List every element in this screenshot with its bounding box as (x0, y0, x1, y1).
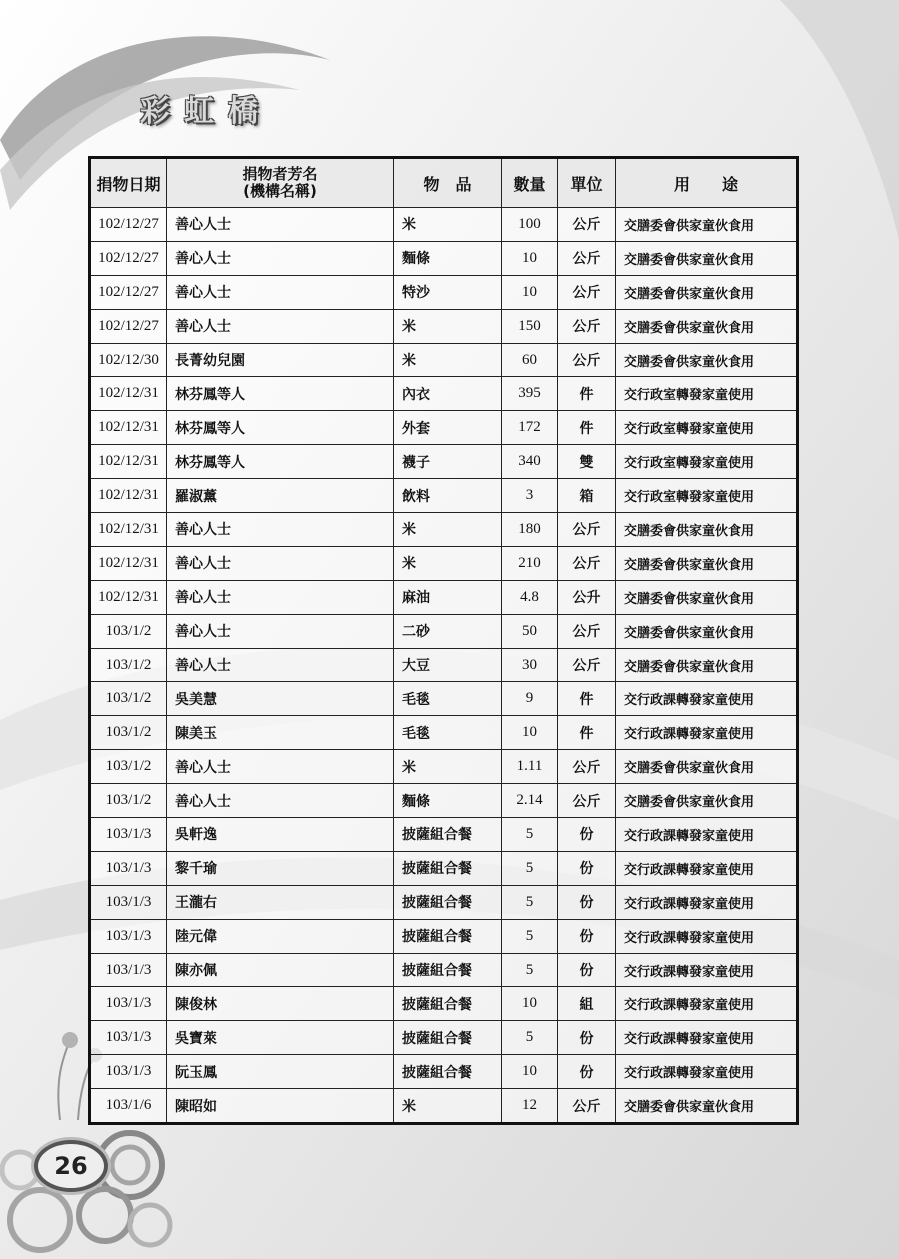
table-row (90, 716, 798, 750)
cell-quantity: 5 (502, 885, 558, 919)
col-header-unit: 單位 (558, 158, 616, 208)
cell-purpose: 交行政課轉發家童使用 (616, 919, 798, 953)
table-row (90, 208, 798, 242)
cell-donor: 善心人士 (167, 309, 394, 343)
table-row (90, 784, 798, 818)
col-header-donor-org: (機構名稱) (243, 182, 317, 200)
cell-item: 麻油 (394, 580, 502, 614)
cell-quantity: 10 (502, 716, 558, 750)
cell-donor: 吳美慧 (167, 682, 394, 716)
cell-quantity: 5 (502, 818, 558, 852)
page-title: 彩虹橋 (140, 94, 272, 129)
cell-date: 103/1/3 (90, 987, 167, 1021)
cell-item: 披薩組合餐 (394, 953, 502, 987)
cell-donor: 陳亦佩 (167, 953, 394, 987)
cell-purpose: 交行政室轉發家童使用 (616, 445, 798, 479)
cell-quantity: 340 (502, 445, 558, 479)
col-header-item: 物 品 (394, 158, 502, 208)
cell-purpose: 交膳委會供家童伙食用 (616, 614, 798, 648)
col-header-date: 捐物日期 (90, 158, 167, 208)
cell-unit: 公斤 (558, 1089, 616, 1124)
cell-item: 披薩組合餐 (394, 885, 502, 919)
cell-date: 102/12/27 (90, 275, 167, 309)
cell-donor: 善心人士 (167, 241, 394, 275)
cell-purpose: 交行政課轉發家童使用 (616, 716, 798, 750)
cell-unit: 公斤 (558, 614, 616, 648)
table-row (90, 953, 798, 987)
cell-date: 103/1/3 (90, 851, 167, 885)
cell-date: 103/1/2 (90, 716, 167, 750)
cell-quantity: 3 (502, 479, 558, 513)
cell-item: 披薩組合餐 (394, 818, 502, 852)
cell-purpose: 交膳委會供家童伙食用 (616, 241, 798, 275)
cell-unit: 份 (558, 1021, 616, 1055)
cell-item: 米 (394, 343, 502, 377)
cell-quantity: 5 (502, 953, 558, 987)
table-row (90, 682, 798, 716)
cell-date: 103/1/3 (90, 1021, 167, 1055)
donation-table (88, 156, 799, 1125)
cell-date: 103/1/2 (90, 682, 167, 716)
cell-date: 103/1/6 (90, 1089, 167, 1124)
page-number-badge: 26 (34, 1140, 108, 1192)
cell-item: 米 (394, 309, 502, 343)
cell-unit: 雙 (558, 445, 616, 479)
cell-donor: 長菁幼兒園 (167, 343, 394, 377)
cell-purpose: 交膳委會供家童伙食用 (616, 513, 798, 547)
cell-item: 襪子 (394, 445, 502, 479)
table-row (90, 580, 798, 614)
cell-date: 102/12/31 (90, 411, 167, 445)
cell-date: 103/1/2 (90, 784, 167, 818)
cell-item: 毛毯 (394, 682, 502, 716)
cell-unit: 件 (558, 411, 616, 445)
cell-item: 披薩組合餐 (394, 1055, 502, 1089)
table-row (90, 479, 798, 513)
cell-purpose: 交行政課轉發家童使用 (616, 1021, 798, 1055)
cell-date: 102/12/31 (90, 513, 167, 547)
cell-donor: 陳俊林 (167, 987, 394, 1021)
table-row (90, 614, 798, 648)
cell-item: 內衣 (394, 377, 502, 411)
cell-purpose: 交行政課轉發家童使用 (616, 885, 798, 919)
cell-quantity: 395 (502, 377, 558, 411)
cell-unit: 公斤 (558, 343, 616, 377)
cell-donor: 陸元偉 (167, 919, 394, 953)
cell-item: 披薩組合餐 (394, 987, 502, 1021)
cell-purpose: 交膳委會供家童伙食用 (616, 1089, 798, 1124)
cell-item: 二砂 (394, 614, 502, 648)
cell-unit: 份 (558, 919, 616, 953)
cell-unit: 份 (558, 851, 616, 885)
cell-date: 102/12/27 (90, 208, 167, 242)
cell-donor: 善心人士 (167, 546, 394, 580)
col-header-quantity: 數量 (502, 158, 558, 208)
cell-quantity: 60 (502, 343, 558, 377)
cell-donor: 阮玉鳳 (167, 1055, 394, 1089)
cell-unit: 件 (558, 716, 616, 750)
cell-donor: 羅淑薰 (167, 479, 394, 513)
cell-donor: 善心人士 (167, 275, 394, 309)
table-row (90, 513, 798, 547)
cell-unit: 箱 (558, 479, 616, 513)
table-header-row (90, 158, 798, 208)
cell-item: 披薩組合餐 (394, 1021, 502, 1055)
cell-unit: 公斤 (558, 208, 616, 242)
cell-quantity: 9 (502, 682, 558, 716)
cell-donor: 陳美玉 (167, 716, 394, 750)
cell-purpose: 交行政課轉發家童使用 (616, 682, 798, 716)
cell-donor: 善心人士 (167, 580, 394, 614)
table-row (90, 750, 798, 784)
cell-item: 米 (394, 1089, 502, 1124)
table-row (90, 648, 798, 682)
table-row (90, 851, 798, 885)
cell-quantity: 180 (502, 513, 558, 547)
cell-donor: 陳昭如 (167, 1089, 394, 1124)
cell-unit: 公斤 (558, 546, 616, 580)
cell-date: 102/12/30 (90, 343, 167, 377)
cell-quantity: 5 (502, 919, 558, 953)
cell-purpose: 交膳委會供家童伙食用 (616, 208, 798, 242)
cell-date: 103/1/2 (90, 648, 167, 682)
cell-item: 飲料 (394, 479, 502, 513)
col-header-donor (167, 158, 394, 208)
table-body (90, 208, 798, 1124)
cell-unit: 公升 (558, 580, 616, 614)
cell-quantity: 50 (502, 614, 558, 648)
table-row (90, 919, 798, 953)
cell-unit: 公斤 (558, 784, 616, 818)
cell-unit: 組 (558, 987, 616, 1021)
cell-purpose: 交行政室轉發家童使用 (616, 377, 798, 411)
cell-date: 103/1/3 (90, 953, 167, 987)
cell-item: 米 (394, 208, 502, 242)
cell-purpose: 交膳委會供家童伙食用 (616, 546, 798, 580)
cell-item: 大豆 (394, 648, 502, 682)
cell-purpose: 交行政課轉發家童使用 (616, 987, 798, 1021)
cell-unit: 份 (558, 1055, 616, 1089)
cell-unit: 公斤 (558, 309, 616, 343)
table-row (90, 241, 798, 275)
cell-purpose: 交膳委會供家童伙食用 (616, 750, 798, 784)
cell-quantity: 5 (502, 851, 558, 885)
cell-donor: 善心人士 (167, 784, 394, 818)
col-header-purpose: 用 途 (616, 158, 798, 208)
cell-purpose: 交行政室轉發家童使用 (616, 411, 798, 445)
cell-date: 103/1/3 (90, 885, 167, 919)
table-row (90, 1021, 798, 1055)
cell-quantity: 1.11 (502, 750, 558, 784)
cell-date: 102/12/31 (90, 580, 167, 614)
cell-donor: 林芬鳳等人 (167, 411, 394, 445)
cell-quantity: 2.14 (502, 784, 558, 818)
cell-item: 麵條 (394, 241, 502, 275)
table-row (90, 1089, 798, 1124)
table-row (90, 377, 798, 411)
cell-quantity: 150 (502, 309, 558, 343)
cell-quantity: 5 (502, 1021, 558, 1055)
cell-quantity: 10 (502, 241, 558, 275)
table-row (90, 445, 798, 479)
cell-date: 102/12/31 (90, 479, 167, 513)
cell-date: 102/12/31 (90, 546, 167, 580)
cell-donor: 善心人士 (167, 648, 394, 682)
table-row (90, 546, 798, 580)
table-row (90, 987, 798, 1021)
cell-unit: 公斤 (558, 275, 616, 309)
cell-purpose: 交膳委會供家童伙食用 (616, 309, 798, 343)
cell-unit: 公斤 (558, 648, 616, 682)
cell-donor: 善心人士 (167, 750, 394, 784)
cell-donor: 善心人士 (167, 208, 394, 242)
cell-item: 披薩組合餐 (394, 919, 502, 953)
cell-item: 米 (394, 513, 502, 547)
cell-date: 103/1/3 (90, 919, 167, 953)
cell-donor: 善心人士 (167, 513, 394, 547)
cell-item: 麵條 (394, 784, 502, 818)
table-row (90, 309, 798, 343)
cell-date: 103/1/3 (90, 818, 167, 852)
cell-purpose: 交行政室轉發家童使用 (616, 479, 798, 513)
cell-item: 米 (394, 546, 502, 580)
table-row (90, 818, 798, 852)
table-row (90, 1055, 798, 1089)
cell-quantity: 10 (502, 987, 558, 1021)
cell-unit: 份 (558, 953, 616, 987)
cell-purpose: 交行政課轉發家童使用 (616, 818, 798, 852)
cell-quantity: 172 (502, 411, 558, 445)
cell-unit: 份 (558, 885, 616, 919)
cell-unit: 件 (558, 377, 616, 411)
cell-date: 103/1/2 (90, 750, 167, 784)
cell-donor: 善心人士 (167, 614, 394, 648)
cell-donor: 王瀧右 (167, 885, 394, 919)
table-row (90, 343, 798, 377)
cell-purpose: 交膳委會供家童伙食用 (616, 580, 798, 614)
cell-item: 特沙 (394, 275, 502, 309)
cell-date: 102/12/31 (90, 377, 167, 411)
cell-quantity: 10 (502, 1055, 558, 1089)
cell-donor: 黎千瑜 (167, 851, 394, 885)
cell-quantity: 10 (502, 275, 558, 309)
cell-purpose: 交膳委會供家童伙食用 (616, 648, 798, 682)
cell-date: 102/12/31 (90, 445, 167, 479)
cell-item: 米 (394, 750, 502, 784)
cell-purpose: 交膳委會供家童伙食用 (616, 784, 798, 818)
cell-unit: 份 (558, 818, 616, 852)
cell-purpose: 交行政課轉發家童使用 (616, 953, 798, 987)
cell-unit: 公斤 (558, 750, 616, 784)
cell-donor: 吳軒逸 (167, 818, 394, 852)
cell-purpose: 交膳委會供家童伙食用 (616, 275, 798, 309)
cell-quantity: 12 (502, 1089, 558, 1124)
cell-item: 披薩組合餐 (394, 851, 502, 885)
table-row (90, 411, 798, 445)
cell-item: 毛毯 (394, 716, 502, 750)
cell-donor: 林芬鳳等人 (167, 377, 394, 411)
col-header-donor-name: 捐物者芳名 (242, 165, 318, 183)
table-row (90, 885, 798, 919)
cell-date: 103/1/2 (90, 614, 167, 648)
cell-unit: 公斤 (558, 513, 616, 547)
cell-purpose: 交膳委會供家童伙食用 (616, 343, 798, 377)
cell-date: 103/1/3 (90, 1055, 167, 1089)
cell-donor: 吳寶萊 (167, 1021, 394, 1055)
cell-quantity: 30 (502, 648, 558, 682)
cell-quantity: 4.8 (502, 580, 558, 614)
cell-unit: 公斤 (558, 241, 616, 275)
cell-item: 外套 (394, 411, 502, 445)
cell-date: 102/12/27 (90, 241, 167, 275)
cell-quantity: 210 (502, 546, 558, 580)
donation-table-container (88, 156, 796, 1125)
table-row (90, 275, 798, 309)
cell-donor: 林芬鳳等人 (167, 445, 394, 479)
cell-purpose: 交行政課轉發家童使用 (616, 1055, 798, 1089)
cell-unit: 件 (558, 682, 616, 716)
cell-quantity: 100 (502, 208, 558, 242)
cell-date: 102/12/27 (90, 309, 167, 343)
cell-purpose: 交行政課轉發家童使用 (616, 851, 798, 885)
